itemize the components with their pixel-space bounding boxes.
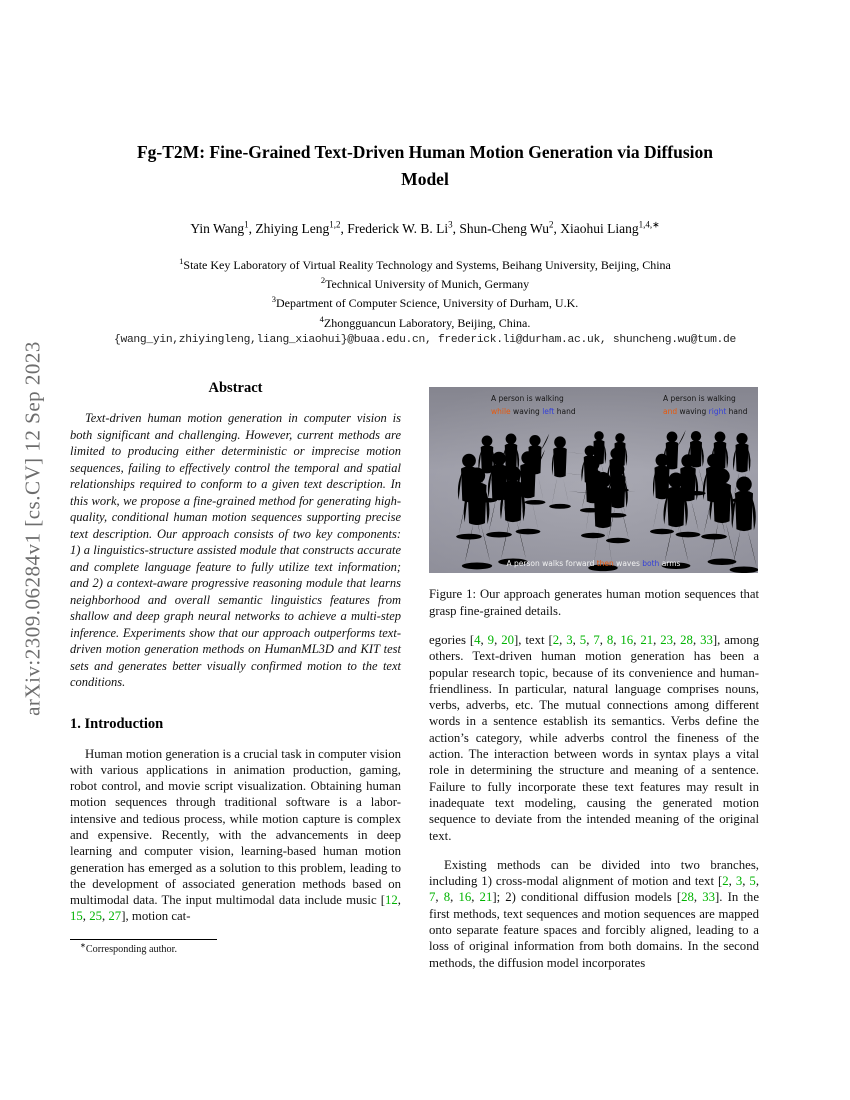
figure-label-right-line1: A person is walking — [663, 394, 736, 403]
authors-line: Yin Wang$^1$, Zhiying Leng$^{1,2}$, Frederick W. B. Li$^3$, Shun-Cheng Wu$^2$, Xiaohui Liang$^{1,4,∗}$ — [190, 219, 660, 236]
introduction-paragraph: Human motion generation is a crucial task in computer vision with various applications in animation production, gaming, robot control, and movie script visualization. Obtaining human motion sequences through traditional software is a labor-intensive and tedious process, while motion capture is complex and expensive. Recently, with the advancements in deep learning and computer vision, learning-based human motion generation has emerged as a solution to this problem, leading to the development of associated generation methods based on multimodal data. The input multimodal data include music [12, 15, 25, 27], motion cat- — [70, 746, 401, 924]
citation-link[interactable]: 28 — [680, 633, 693, 647]
citation-link[interactable]: 3 — [735, 874, 743, 889]
figure-label-left — [491, 392, 576, 418]
figure-label-left-line1: A person is walking — [491, 394, 564, 403]
body-paragraph-2: Existing methods can be divided into two branches, including 1) cross-modal alignment of motion and text [2, 3, 5, 7, 8, 16, 21]; 2) conditional diffusion models [28, 33]. In the first methods, text sequences and motion sequences are mapped onto separate feature spaces and forcibly aligned, leading to a loss of original information from both domains. In the second methods, the diffusion model incorporates — [429, 857, 760, 970]
footnote-text: ∗Corresponding author. — [80, 941, 177, 955]
citation-link[interactable]: 3 — [566, 633, 573, 647]
citation-link[interactable]: 27 — [108, 909, 122, 924]
left-column — [70, 380, 401, 955]
right-column — [429, 387, 759, 971]
body-paragraph-1: egories [4, 9, 20], text [2, 3, 5, 7, 8, 16, 21, 23, 28, 33], among others. Text-driven human motion generation has been a popular research topic, because of its convenience and human-friendliness. In particular, natural language comprises nouns, verbs, adverbs, etc. The mutual connections among different words in a sentence establish its semantics. Verbs define the action’s category, while adverbs control the fineness of the action. The interaction between words in syntax plays a vital role in determining the structure and meaning of a sentence. Failure to fully incorporate these text features may result in inadequate text modeling, causing the generated motion sequence to deviate from the intended meaning of the original text. — [429, 633, 760, 843]
affiliations-block — [60, 256, 790, 333]
abstract-heading: Abstract — [208, 380, 263, 396]
footnote — [70, 939, 401, 955]
citation-link[interactable]: 15 — [70, 909, 83, 924]
citation-link[interactable]: 7 — [593, 633, 600, 647]
figure-caption: Figure 1: Our approach generates human motion sequences that grasp fine-grained details. — [429, 587, 759, 618]
citation-link[interactable]: 33 — [700, 633, 713, 647]
title-line-1: Fg-T2M: Fine-Grained Text-Driven Human Motion Generation via Diffusion — [136, 142, 714, 162]
citation-link[interactable]: 8 — [606, 633, 614, 647]
title-line-2: Model — [401, 169, 449, 189]
figure-label-right — [663, 392, 748, 418]
citation-link[interactable]: 28 — [681, 890, 694, 905]
figure-label-right-line2: and waving right hand — [663, 407, 748, 416]
figure-label-left-line2: while waving left hand — [491, 407, 576, 416]
affiliation-2: $^2$Technical University of Munich, Germany — [320, 275, 530, 292]
introduction-heading: 1. Introduction — [70, 715, 164, 732]
citation-link[interactable]: 16 — [458, 890, 472, 905]
citation-link[interactable]: 16 — [620, 633, 634, 647]
citation-link[interactable]: 5 — [749, 874, 756, 889]
arxiv-watermark: arXiv:2309.06284v1 [cs.CV] 12 Sep 2023 — [20, 341, 45, 716]
citation-link[interactable]: 12 — [385, 893, 398, 908]
citation-link[interactable]: 5 — [579, 633, 587, 647]
paper-title — [60, 139, 790, 193]
citation-link[interactable]: 2 — [722, 874, 729, 889]
citation-link[interactable]: 7 — [429, 890, 436, 905]
citation-link[interactable]: 20 — [501, 633, 514, 647]
figure-1-image — [429, 387, 758, 573]
figure-label-bottom — [429, 557, 758, 570]
footnote-rule — [70, 939, 217, 940]
citation-link[interactable]: 4 — [474, 633, 481, 647]
citation-link[interactable]: 21 — [640, 633, 654, 647]
affiliation-3: $^3$Department of Computer Science, University of Durham, U.K. — [271, 294, 579, 311]
affiliation-1: $^1$State Key Laboratory of Virtual Reality Technology and Systems, Beihang University, Beijing, China — [179, 256, 671, 272]
affiliation-4: $^4$Zhongguancun Laboratory, Beijing, China. — [319, 313, 531, 330]
citation-link[interactable]: 21 — [479, 890, 493, 905]
author-emails: {wang_yin,zhiyingleng,liang_xiaohui}@buaa.edu.cn, frederick.li@durham.ac.uk, shuncheng.wu@tum.de — [113, 334, 736, 346]
abstract-text: Text-driven human motion generation in computer vision is both significant and challenging. However, current methods are limited to producing either deterministic or imprecise motion sequences, failing to effectively control the temporal and spatial relationships required to conform to a given text description. In this work, we propose a fine-grained method for generating high-quality, conditional human motion sequences supporting precise text description. Our approach consists of two key components: 1) a linguistics-structure assisted module that constructs accurate and complete language feature to fully utilize text information; and 2) a context-aware progressive reasoning module that learns neighborhood and overall semantic linguistics features from shallow and deep graph neural networks to achieve a multi-step inference. Experiments show that our approach outperforms text-driven motion generation methods on HumanML3D and KIT test sets and generates better visually confirmed motion to the text conditions. — [70, 411, 401, 689]
citation-link[interactable]: 33 — [702, 890, 716, 905]
citation-link[interactable]: 9 — [487, 633, 495, 647]
citation-link[interactable]: 2 — [552, 633, 560, 647]
citation-link[interactable]: 8 — [443, 890, 451, 905]
citation-link[interactable]: 23 — [660, 633, 674, 647]
citation-link[interactable]: 25 — [89, 909, 102, 924]
figure-label-bottom-line1: A person walks forward then waves both arms — [506, 559, 681, 568]
